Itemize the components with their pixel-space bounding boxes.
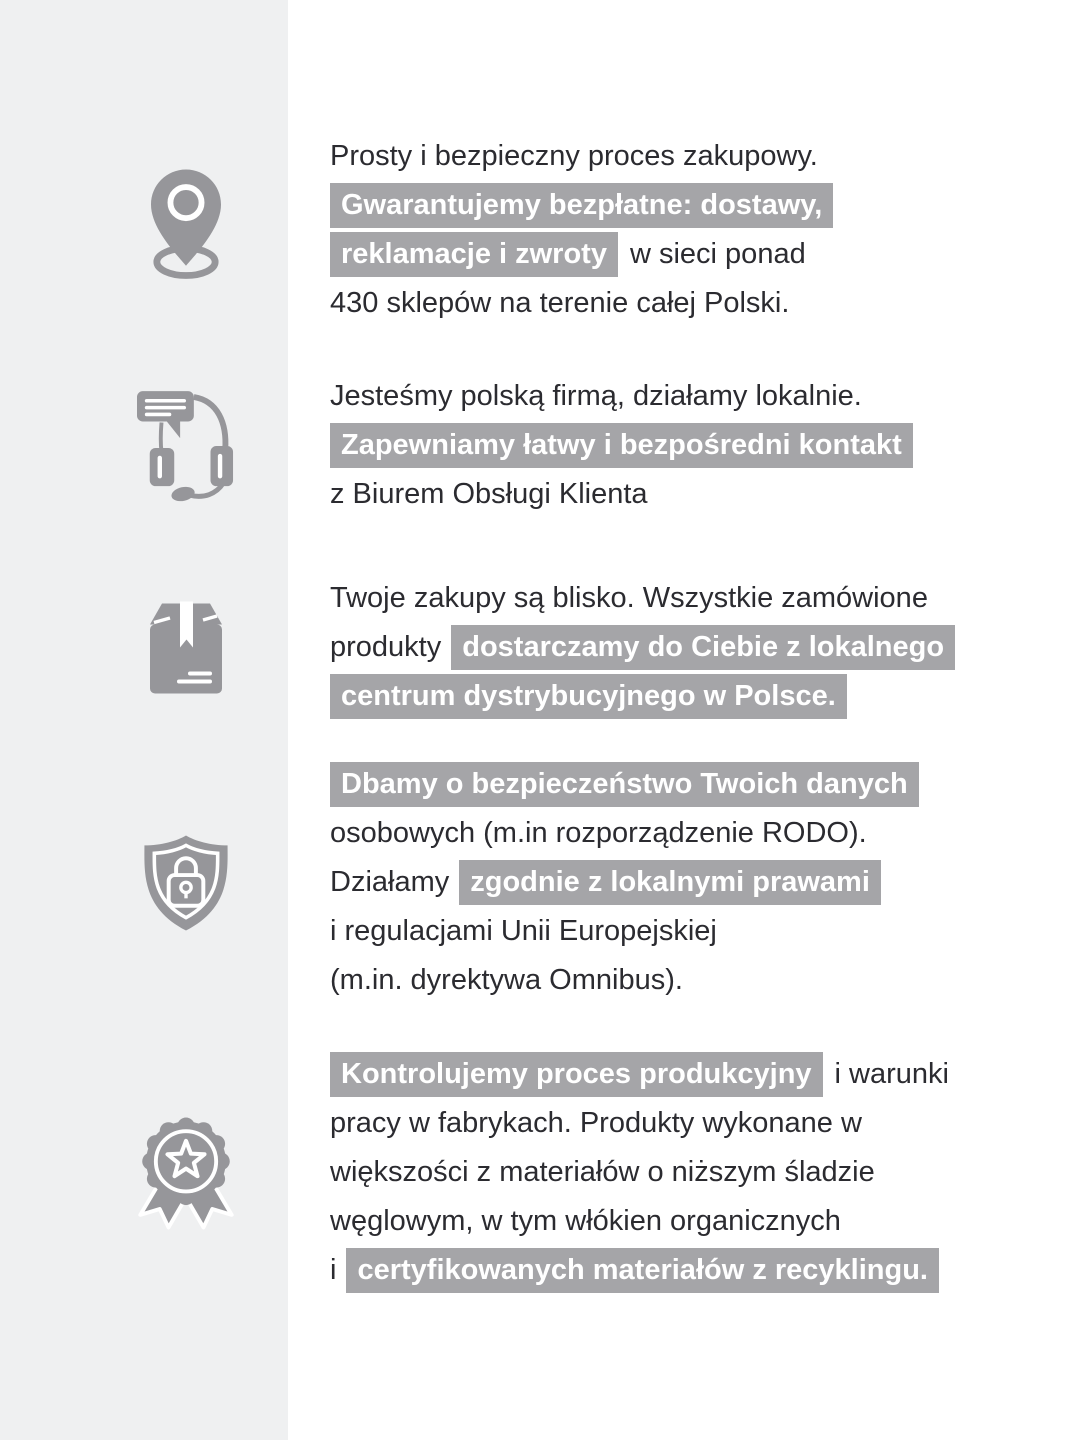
benefit-section-production xyxy=(0,1050,1080,1295)
text-line xyxy=(330,372,913,421)
plain-text: z Biurem Obsługi Klienta xyxy=(330,478,648,510)
plain-text: osobowych (m.in rozporządzenie RODO). xyxy=(330,817,867,849)
plain-text: i warunki xyxy=(834,1058,949,1090)
plain-text: produkty xyxy=(330,631,442,663)
text-line xyxy=(330,1197,949,1246)
plain-text: węglowym, w tym włókien organicznych xyxy=(330,1205,841,1237)
plain-text: Prosty i bezpieczny proces zakupowy. xyxy=(330,140,818,172)
benefit-section-contact xyxy=(0,372,1080,519)
highlighted-text: reklamacje i zwroty xyxy=(330,232,618,277)
text-line xyxy=(330,1246,949,1295)
highlighted-text: Kontrolujemy proces produkcyjny xyxy=(330,1052,823,1097)
plain-text: i xyxy=(330,1254,337,1286)
text-line xyxy=(330,470,913,519)
benefit-text xyxy=(330,372,913,519)
plain-text: pracy w fabrykach. Produkty wykonane w xyxy=(330,1107,862,1139)
location-pin-icon xyxy=(151,169,221,279)
text-line xyxy=(330,858,919,907)
benefit-section-delivery xyxy=(0,574,1080,721)
text-line xyxy=(330,672,955,721)
text-line xyxy=(330,907,919,956)
highlighted-text: Dbamy o bezpieczeństwo Twoich danych xyxy=(330,762,919,807)
plain-text: Działamy xyxy=(330,866,450,898)
text-line xyxy=(330,760,919,809)
benefit-text xyxy=(330,1050,949,1295)
highlighted-text: zgodnie z lokalnymi prawami xyxy=(459,860,881,905)
plain-text: większości z materiałów o niższym śladzie xyxy=(330,1156,875,1188)
benefit-text xyxy=(330,574,955,721)
benefit-text xyxy=(330,760,919,1005)
award-badge-icon xyxy=(133,1114,240,1231)
support-headset-icon xyxy=(137,389,235,503)
plain-text: Jesteśmy polską firmą, działamy lokalnie. xyxy=(330,380,862,412)
text-line xyxy=(330,181,833,230)
text-line xyxy=(330,623,955,672)
text-line xyxy=(330,809,919,858)
benefit-section-stores xyxy=(0,132,1080,328)
plain-text: i regulacjami Unii Europejskiej xyxy=(330,915,717,947)
text-line xyxy=(330,574,955,623)
benefit-text xyxy=(330,132,833,328)
text-line xyxy=(330,279,833,328)
text-line xyxy=(330,230,833,279)
highlighted-text: certyfikowanych materiałów z recyklingu. xyxy=(346,1248,939,1293)
plain-text: Twoje zakupy są blisko. Wszystkie zamówione xyxy=(330,582,928,614)
plain-text: w sieci ponad xyxy=(629,238,806,270)
benefit-section-privacy xyxy=(0,760,1080,1005)
text-line xyxy=(330,1050,949,1099)
plain-text: 430 sklepów na terenie całej Polski. xyxy=(330,287,790,319)
text-line xyxy=(330,132,833,181)
text-line xyxy=(330,1148,949,1197)
highlighted-text: centrum dystrybucyjnego w Polsce. xyxy=(330,674,847,719)
highlighted-text: Gwarantujemy bezpłatne: dostawy, xyxy=(330,183,833,228)
highlighted-text: Zapewniamy łatwy i bezpośredni kontakt xyxy=(330,423,913,468)
text-line xyxy=(330,1099,949,1148)
shield-lock-icon xyxy=(138,832,235,933)
text-line xyxy=(330,421,913,470)
highlighted-text: dostarczamy do Ciebie z lokalnego xyxy=(451,625,955,670)
plain-text: (m.in. dyrektywa Omnibus). xyxy=(330,964,683,996)
package-icon xyxy=(148,601,224,694)
text-line xyxy=(330,956,919,1005)
